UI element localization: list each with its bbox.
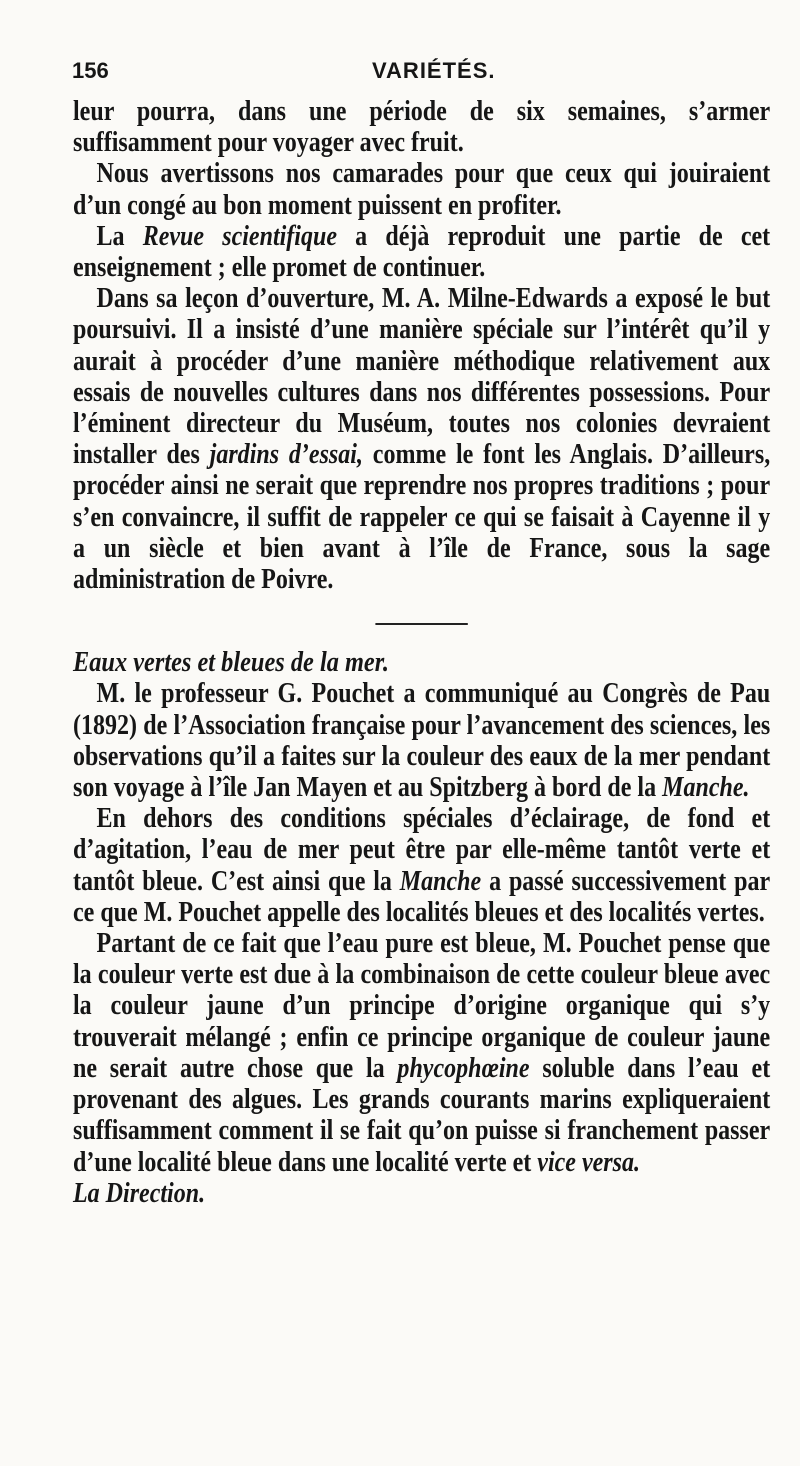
ship-name: Manche.: [662, 772, 750, 804]
text-run: En dehors des conditions spéciales d’éclairage, de fond et d’agitation, l’eau de mer peut être par elle-même tantôt verte et tantôt bleue. C’est ainsi que la: [73, 803, 771, 897]
page-header: [72, 58, 770, 94]
page-number: 156: [72, 58, 109, 83]
text-run: M. le professeur G. Pouchet a communiqué au Congrès de Pau (1892) de l’Association française pour l’avancement des sciences, les observations qu’il a faites sur la couleur des eaux de la mer pendant son voyage à l’île Jan Mayen et au Spitzberg à bord de la: [73, 678, 771, 804]
paragraph: [73, 283, 770, 595]
text-run: Dans sa leçon d’ouverture, M. A. Milne-Edwards a exposé le but poursuivi. Il a insisté d’une manière spéciale sur l’intérêt qu’il y aurait à procéder d’une manière méthodique relativement aux essais de nouvelles cultures dans nos différentes possessions. Pour l’éminent directeur du Muséum, toutes nos colonies devraient installer des: [73, 283, 771, 471]
paragraph: [73, 803, 770, 928]
running-title: VARIÉTÉS.: [372, 58, 496, 83]
paragraph: [73, 221, 770, 283]
text-run: a déjà reproduit une partie de cet enseignement ; elle promet de continuer.: [73, 220, 771, 284]
emphasis: vice versa.: [537, 1146, 640, 1178]
text-run: soluble dans l’eau et provenant des algues. Les grands courants marins expliqueraient suffisamment comment il se fait qu’on puisse si franchement passer d’une localité bleue dans une localité verte et: [73, 1052, 771, 1178]
paragraph: leur pourra, dans une période de six semaines, s’armer suffisamment pour voyager avec fruit.: [73, 96, 771, 159]
journal-title: Revue scientifique: [142, 220, 338, 252]
signature: La Direction.: [73, 1177, 206, 1209]
page-body: [73, 96, 770, 1209]
paragraph: [73, 928, 770, 1178]
section-title: Eaux vertes et bleues de la mer.: [73, 646, 389, 679]
paragraph: Nous avertissons nos camarades pour que ceux qui jouiraient d’un congé au bon moment puissent en profiter.: [73, 158, 771, 221]
text-run: Partant de ce fait que l’eau pure est bleue, M. Pouchet pense que la couleur verte est due à la combinaison de cette couleur bleue avec la couleur jaune d’un principe d’origine organique qui s’y trouverait mélangé ; enfin ce principe organique de couleur jaune ne serait autre chose que la: [73, 928, 771, 1084]
ship-name: Manche: [399, 865, 482, 897]
text-run: a passé successivement par ce que M. Pouchet appelle des localités bleues et des localités vertes.: [73, 865, 771, 928]
text-run: La: [96, 220, 143, 252]
section-divider: [375, 623, 467, 625]
paragraph: [73, 678, 770, 803]
text-run: comme le font les Anglais. D’ailleurs, procéder ainsi ne serait que reprendre nos propres traditions ; pour s’en convaincre, il suffit de rappeler ce qui se faisait à Cayenne il y a un siècle et bien avant à l’île de France, sous la sage administration de Poivre.: [73, 439, 771, 596]
emphasis: phycophœine: [397, 1052, 530, 1084]
emphasis: jardins d’essai,: [209, 439, 363, 471]
